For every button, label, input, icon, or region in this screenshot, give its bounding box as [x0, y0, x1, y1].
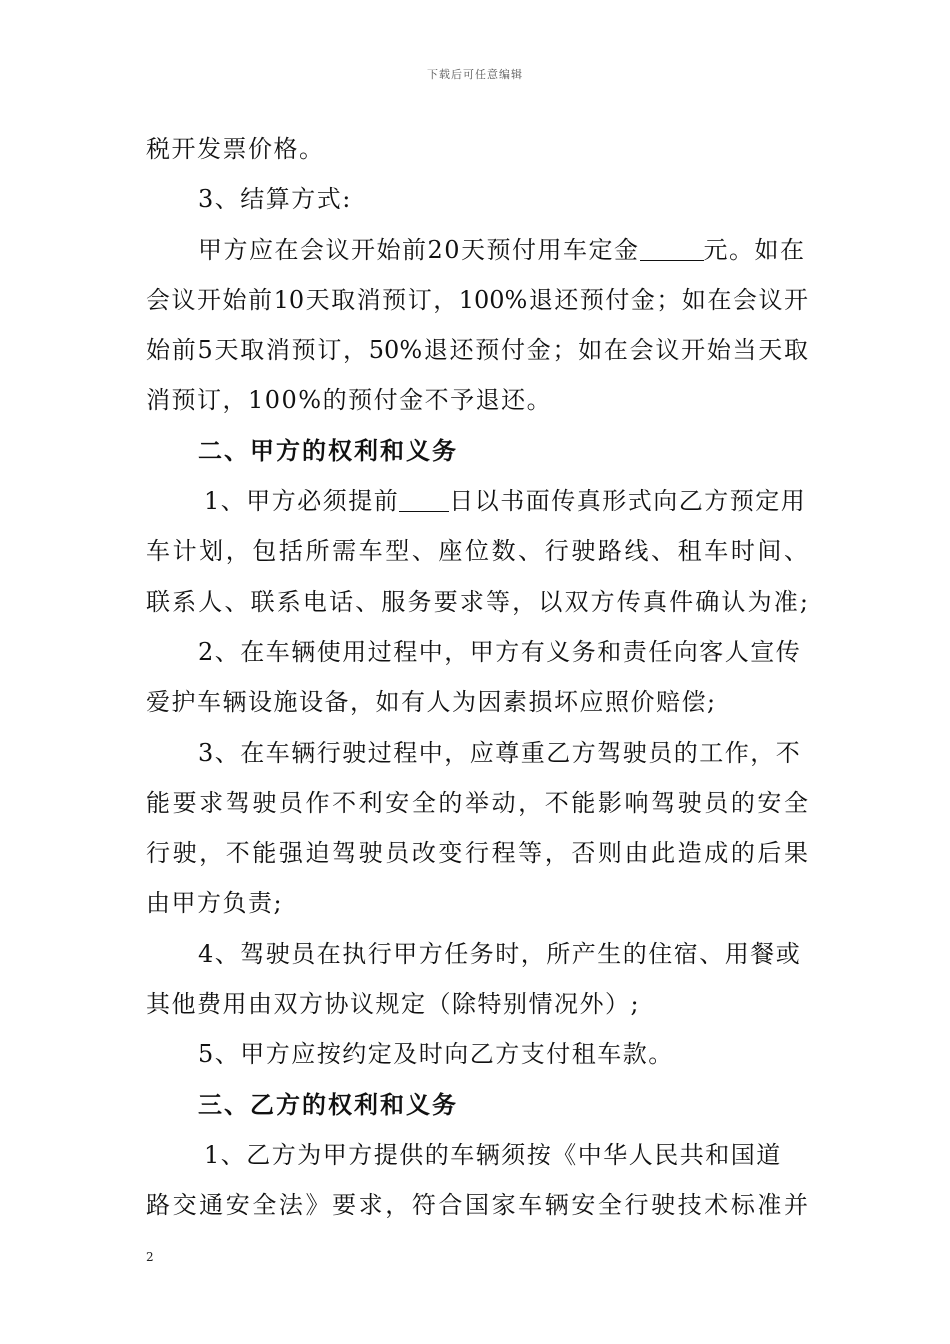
paragraph-line	[146, 476, 808, 526]
paragraph-line: 1、乙方为甲方提供的车辆须按《中华人民共和国道	[204, 1140, 782, 1169]
paragraph-line	[146, 225, 808, 275]
section-label-settlement: 3、结算方式:	[198, 185, 352, 214]
fill-in-blank[interactable]	[399, 489, 449, 512]
paragraph-line: 税开发票价格。	[146, 135, 325, 163]
paragraph-line: 2、在车辆使用过程中，甲方有义务和责任向客人宣传	[198, 637, 802, 666]
paragraph-line: 4、驾驶员在执行甲方任务时，所产生的住宿、用餐或	[198, 939, 802, 968]
paragraph-line: 由甲方负责;	[146, 889, 284, 918]
line-text: 日以书面传真形式向乙方预定用	[449, 487, 807, 516]
paragraph-line: 3、在车辆行驶过程中，应尊重乙方驾驶员的工作，不	[198, 738, 802, 767]
line-text: 甲方应在会议开始前20天预付用车定金	[198, 235, 640, 264]
paragraph-line: 消预订，100%的预付金不予退还。	[146, 386, 553, 415]
section-heading: 二、甲方的权利和义务	[198, 435, 458, 465]
paragraph-line: 行驶，不能强迫驾驶员改变行程等，否则由此造成的后果	[146, 839, 808, 868]
document-body	[146, 124, 808, 1231]
line-text: 1、甲方必须提前	[204, 487, 400, 516]
section-heading: 三、乙方的权利和义务	[198, 1089, 458, 1119]
paragraph-line: 始前5天取消预订，50%退还预付金；如在会议开始当天取	[146, 336, 808, 365]
paragraph-line: 爱护车辆设施设备，如有人为因素损坏应照价赔偿;	[146, 688, 717, 717]
page-header: 下载后可任意编辑	[427, 68, 523, 81]
paragraph-line: 会议开始前10天取消预订，100%退还预付金；如在会议开	[146, 285, 808, 314]
page-number: 2	[146, 1250, 154, 1264]
paragraph-line: 路交通安全法》要求，符合国家车辆安全行驶技术标准并	[146, 1191, 808, 1220]
paragraph-line: 能要求驾驶员作不利安全的举动，不能影响驾驶员的安全	[146, 788, 808, 817]
paragraph-line: 联系人、联系电话、服务要求等，以双方传真件确认为准;	[146, 587, 808, 616]
line-text: 元。如在	[703, 235, 806, 264]
paragraph-line: 其他费用由双方协议规定（除特别情况外）;	[146, 990, 641, 1019]
fill-in-blank[interactable]	[640, 238, 704, 261]
paragraph-line: 车计划，包括所需车型、座位数、行驶路线、租车时间、	[146, 537, 808, 566]
paragraph-line: 5、甲方应按约定及时向乙方支付租车款。	[198, 1040, 674, 1069]
